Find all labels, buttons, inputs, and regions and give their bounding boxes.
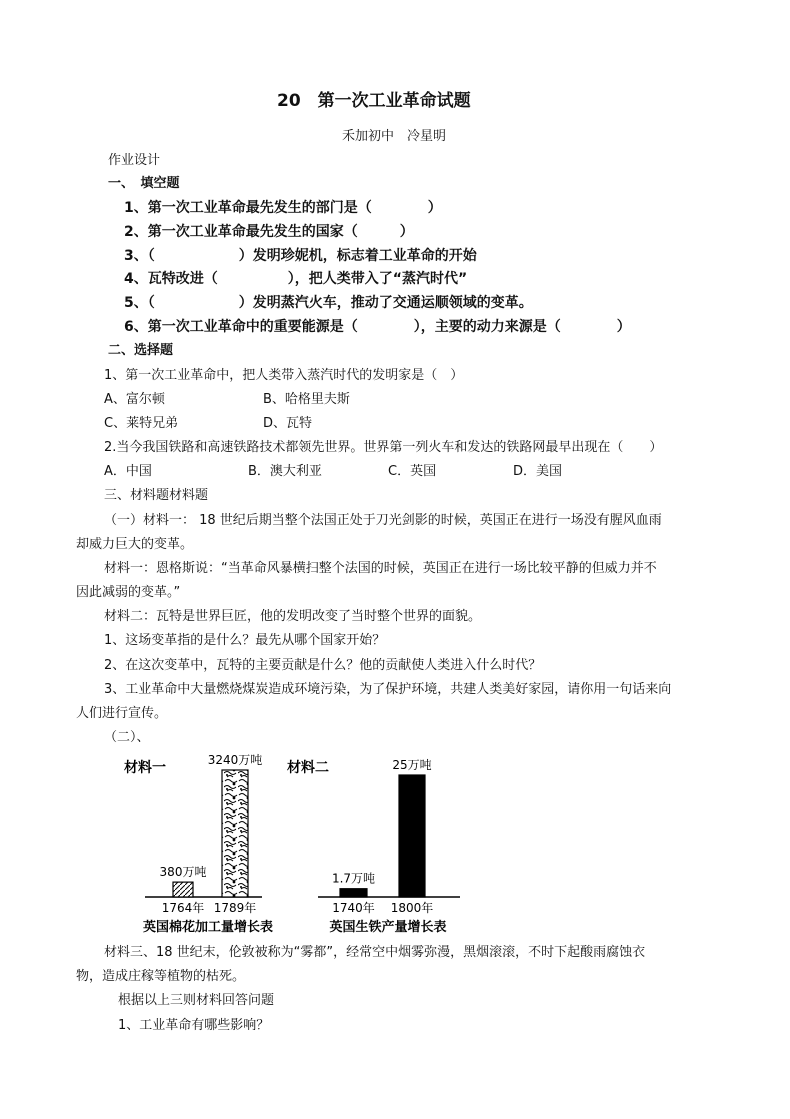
chart-data-label: 380万吨: [159, 865, 207, 880]
chart-title: 英国生铁产量增长表: [329, 920, 447, 935]
chart-bar: [222, 770, 248, 897]
material1-line1: （一）材料一： 18 世纪后期当整个法国正处于刀光剑影的时候，英国正在进行一场没有腥风血雨: [104, 513, 662, 528]
material3-line1: 材料三、18 世纪末，伦敦被称为“雾都”，经常空中烟雾弥漫，黑烟滚滚，不时下起酸雨腐蚀衣: [104, 945, 646, 960]
page-title: 20 第一次工业革命试题: [277, 91, 471, 111]
chart-material-label: 材料一: [124, 760, 166, 776]
section3-heading: 三、材料题材料题: [104, 488, 209, 503]
choice-2-option-c: C．英国: [388, 464, 437, 479]
fill-question-6: 6、第一次工业革命中的重要能源是（ ），主要的动力来源是（ ）: [124, 319, 631, 335]
section1-heading: 一、 填空题: [108, 176, 180, 191]
chart-data-label: 25万吨: [392, 758, 432, 772]
fill-question-5: 5、（ ）发明蒸汽火车，推动了交通运顺领域的变革。: [124, 295, 533, 311]
choice-2-option-a: A．中国: [104, 464, 152, 479]
fill-question-2: 2、第一次工业革命最先发生的国家（ ）: [124, 224, 414, 240]
chart-tick-label: 1800年: [390, 901, 434, 915]
choice-1-option-a: A、富尔顿: [104, 392, 165, 407]
fill-question-3: 3、（ ）发明珍妮机，标志着工业革命的开始: [124, 248, 477, 264]
choice-1-option-b: B、哈格里夫斯: [263, 392, 350, 407]
part2-heading: （二）、: [104, 730, 150, 745]
chart-bar: [399, 775, 425, 897]
iron-chart: [287, 757, 460, 935]
growth-charts: [0, 750, 790, 940]
chart-tick-label: 1764年: [161, 901, 205, 915]
section2-heading: 二、选择题: [108, 343, 174, 358]
chart-tick-label: 1740年: [332, 901, 375, 915]
material1-line2: 却威力巨大的变革。: [76, 537, 194, 552]
chart-tick-label: 1789年: [213, 901, 257, 915]
sub-question-3-line2: 人们进行宣传。: [76, 706, 168, 721]
cotton-chart: [124, 752, 273, 935]
material1b-line1: 材料一：恩格斯说：“当革命风暴横扫整个法国的时候，英国正在进行一场比较平静的但威力并不: [104, 561, 657, 576]
sub-question-1: 1、这场变革指的是什么？最先从哪个国家开始？: [104, 633, 386, 648]
chart-title: 英国棉花加工量增长表: [142, 920, 274, 935]
design-heading: 作业设计: [108, 153, 161, 168]
chart-data-label: 1.7万吨: [331, 871, 376, 886]
chart-bar: [173, 882, 193, 897]
choice-2-option-b: B．澳大利亚: [248, 464, 322, 479]
chart-bar: [340, 889, 367, 897]
choice-1-option-c: C、莱特兄弟: [104, 416, 179, 431]
fill-question-4: 4、瓦特改进（ ），把人类带入了“蒸汽时代”: [124, 271, 468, 287]
choice-1-option-d: D、瓦特: [263, 416, 313, 431]
sub-question-2: 2、在这次变革中，瓦特的主要贡献是什么？他的贡献使人类进入什么时代？: [104, 658, 542, 673]
choice-question-2: 2.当今我国铁路和高速铁路技术都领先世界。世界第一列火车和发达的铁路网最早出现在（ ）: [104, 440, 663, 455]
final-question: 1、工业革命有哪些影响？: [118, 1018, 270, 1033]
chart-material-label: 材料二: [287, 760, 329, 776]
choice-question-1: 1、第一次工业革命中，把人类带入蒸汽时代的发明家是（ ）: [104, 368, 464, 383]
choice-2-option-d: D．美国: [513, 464, 563, 479]
fill-question-1: 1、第一次工业革命最先发生的部门是（ ）: [124, 200, 442, 216]
author-line: 禾加初中 冷星明: [342, 129, 447, 144]
material1b-line2: 因此减弱的变革。”: [76, 585, 181, 600]
material3-line2: 物，造成庄稼等植物的枯死。: [76, 969, 246, 984]
answer-prompt: 根据以上三则材料回答问题: [118, 993, 275, 1008]
chart-data-label: 3240万吨: [207, 753, 263, 767]
material2-text: 材料二：瓦特是世界巨匠，他的发明改变了当时整个世界的面貌。: [104, 609, 482, 624]
sub-question-3-line1: 3、工业革命中大量燃烧煤炭造成环境污染，为了保护环境，共建人类美好家园，请你用一句话来向: [104, 682, 672, 697]
